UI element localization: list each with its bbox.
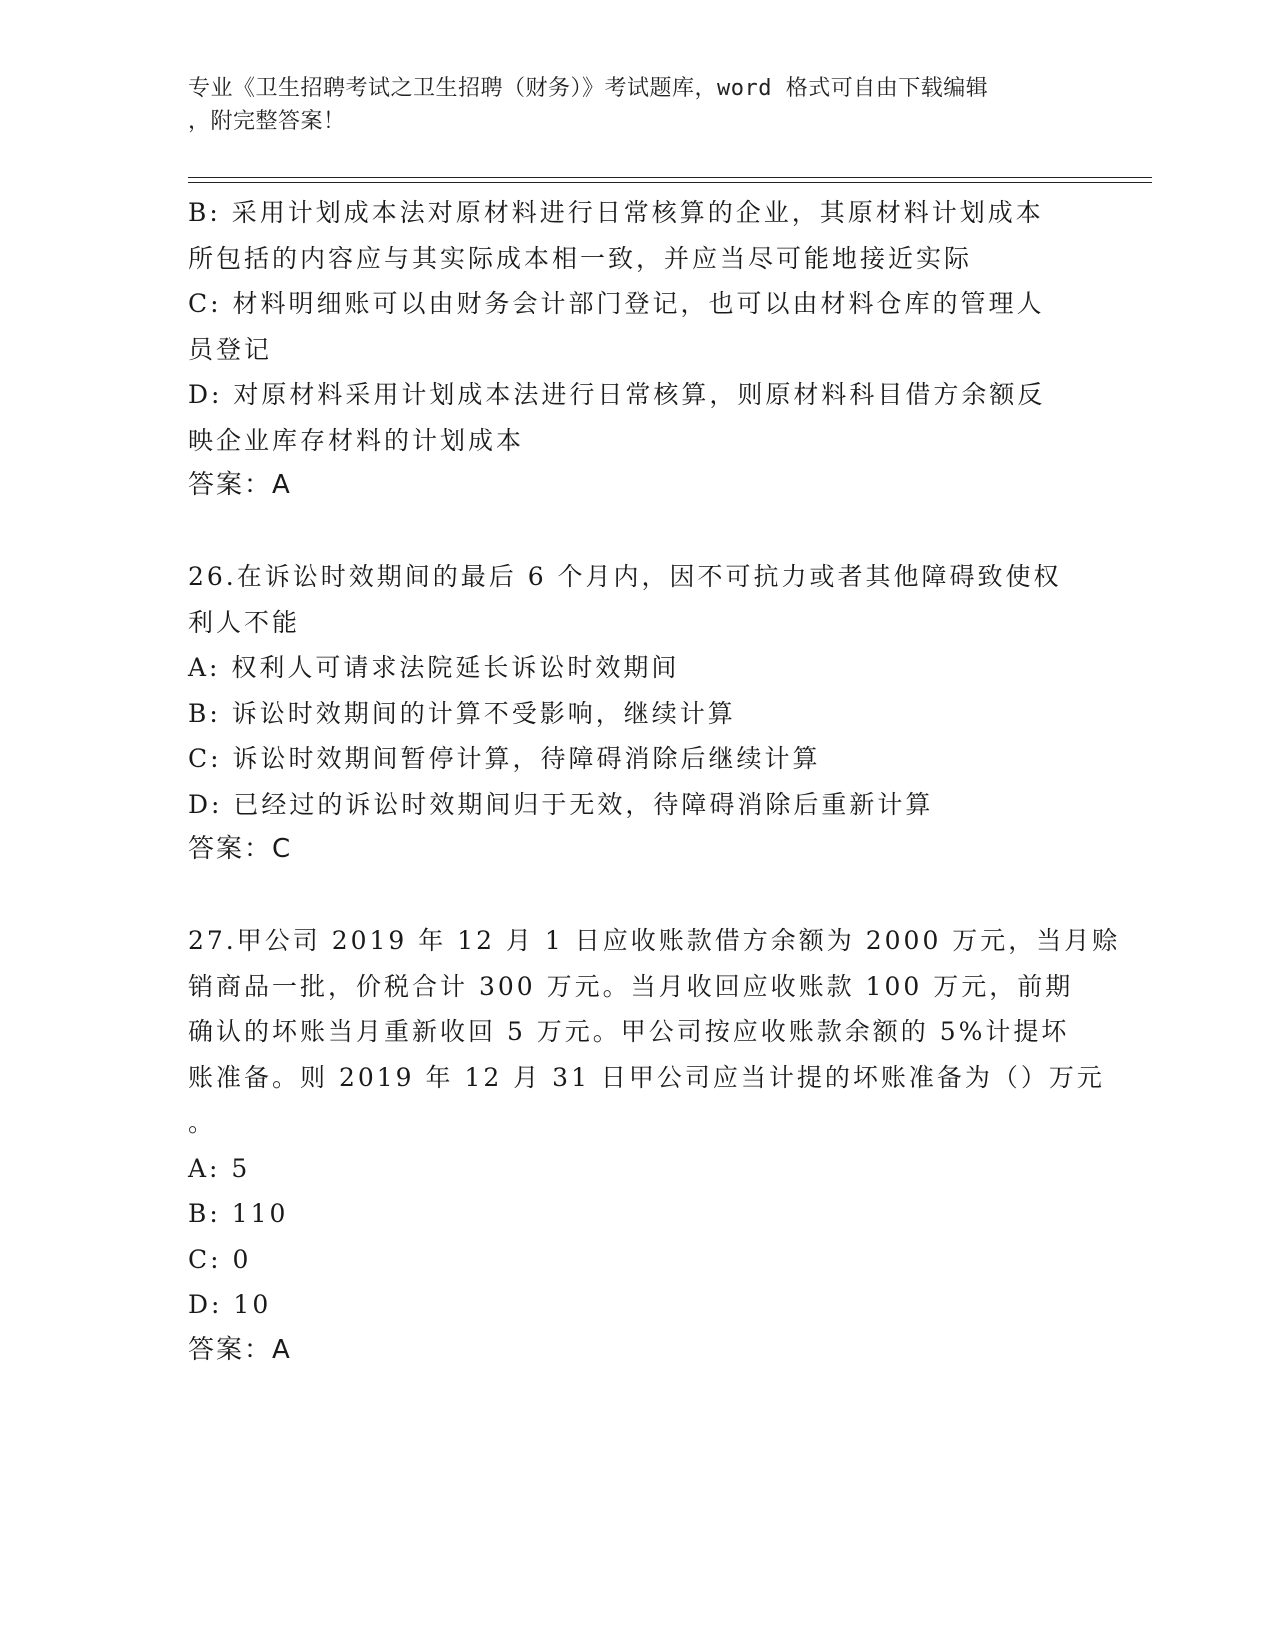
question-content [188, 190, 1121, 1373]
question-27-option-d: D: 10 [188, 1290, 272, 1319]
question-27-stem-line-5: 。 [188, 1108, 217, 1137]
question-25-options [188, 190, 1088, 509]
question-26 [188, 554, 1088, 873]
option-d-line-1: D: 对原材料采用计划成本法进行日常核算，则原材料科目借方余额反 [188, 380, 1046, 409]
spacer [188, 873, 1088, 919]
question-26-option-d: D: 已经过的诉讼时效期间归于无效，待障碍消除后重新计算 [188, 789, 934, 819]
question-26-stem-line-1: 26.在诉讼时效期间的最后 6 个月内，因不可抗力或者其他障碍致使权 [188, 562, 1062, 591]
question-27-stem-line-2: 销商品一批，价税合计 300 万元。当月收回应收账款 100 万元，前期 [188, 971, 1074, 1001]
header-divider-top [188, 177, 1152, 178]
option-c-line-2: 员登记 [188, 334, 273, 364]
option-c-line-1: C: 材料明细账可以由财务会计部门登记，也可以由材料仓库的管理人 [188, 289, 1045, 318]
question-26-option-a: A: 权利人可请求法院延长诉讼时效期间 [188, 653, 680, 682]
spacer [188, 509, 1088, 555]
header-line-1: 专业《卫生招聘考试之卫生招聘（财务）》考试题库，word 格式可自由下载编辑 [188, 76, 989, 101]
question-27-option-b: B: 110 [188, 1199, 289, 1228]
header-divider-bottom [188, 182, 1152, 183]
question-26-answer: 答案：C [188, 834, 293, 864]
question-27 [188, 918, 1121, 1373]
question-26-option-c: C: 诉讼时效期间暂停计算，待障碍消除后继续计算 [188, 744, 821, 773]
option-d-line-2: 映企业库存材料的计划成本 [188, 425, 525, 455]
question-27-answer: 答案：A [188, 1334, 292, 1365]
question-26-option-b: B: 诉讼时效期间的计算不受影响，继续计算 [188, 698, 736, 728]
option-b-line-2: 所包括的内容应与其实际成本相一致，并应当尽可能地接近实际 [188, 243, 973, 273]
question-27-option-c: C: 0 [188, 1244, 252, 1274]
question-27-stem-line-3: 确认的坏账当月重新收回 5 万元。甲公司按应收账款余额的 5%计提坏 [188, 1017, 1070, 1046]
question-27-option-a: A: 5 [188, 1153, 251, 1183]
question-26-stem-line-2: 利人不能 [188, 607, 301, 637]
question-27-stem-line-4: 账准备。则 2019 年 12 月 31 日甲公司应当计提的坏账准备为（）万元 [188, 1062, 1105, 1092]
document-header [188, 72, 1068, 138]
question-25-answer: 答案：A [188, 470, 292, 500]
question-27-stem-line-1: 27.甲公司 2019 年 12 月 1 日应收账款借方余额为 2000 万元，当月赊 [188, 926, 1121, 955]
header-line-2: ，附完整答案！ [188, 109, 346, 134]
option-b-line-1: B: 采用计划成本法对原材料进行日常核算的企业，其原材料计划成本 [188, 198, 1044, 227]
